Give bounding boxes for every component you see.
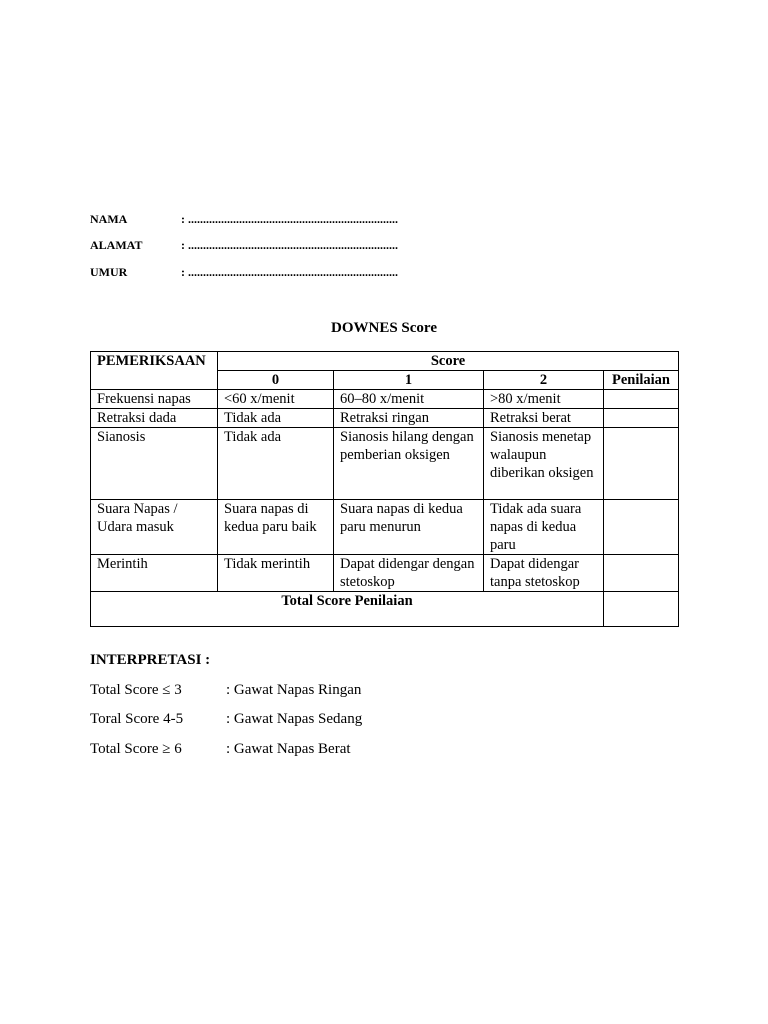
- cell-score-1: Dapat didengar dengan stetoskop: [334, 555, 484, 592]
- interpretation-value: : Gawat Napas Berat: [226, 741, 351, 757]
- cell-score-2: >80 x/menit: [484, 390, 604, 409]
- interpretation-value: : Gawat Napas Ringan: [226, 682, 362, 698]
- header-score-0: 0: [218, 371, 334, 390]
- table-row: [91, 500, 679, 555]
- header-score: Score: [218, 352, 679, 371]
- field-value-blank: : ......................................................................: [181, 238, 398, 252]
- header-pemeriksaan: PEMERIKSAAN: [91, 352, 218, 390]
- table-row: [91, 555, 679, 592]
- field-label: NAMA: [90, 212, 128, 226]
- cell-pemeriksaan: Retraksi dada: [91, 409, 218, 428]
- table-row: [91, 428, 679, 500]
- table-header-row: [91, 352, 679, 371]
- cell-score-1: Retraksi ringan: [334, 409, 484, 428]
- interpretation-label: Toral Score 4-5: [90, 711, 184, 727]
- interpretation-title: INTERPRETASI :: [90, 652, 211, 668]
- cell-score-2: Tidak ada suara napas di kedua paru: [484, 500, 604, 555]
- table-row: [91, 409, 679, 428]
- cell-pemeriksaan: Frekuensi napas: [91, 390, 218, 409]
- cell-score-2: Retraksi berat: [484, 409, 604, 428]
- table-total-row: [91, 592, 679, 627]
- cell-penilaian[interactable]: [604, 428, 679, 500]
- cell-penilaian[interactable]: [604, 409, 679, 428]
- total-score-cell[interactable]: [604, 592, 679, 627]
- cell-score-2: Sianosis menetap walaupun diberikan oksigen: [484, 428, 604, 500]
- header-penilaian: Penilaian: [604, 371, 679, 390]
- cell-penilaian[interactable]: [604, 500, 679, 555]
- interpretation-label: Total Score ≤ 3: [90, 682, 182, 698]
- interpretation-label: Total Score ≥ 6: [90, 741, 182, 757]
- cell-score-2: Dapat didengar tanpa stetoskop: [484, 555, 604, 592]
- table-row: [91, 390, 679, 409]
- document-title: DOWNES Score: [331, 320, 437, 336]
- cell-penilaian[interactable]: [604, 390, 679, 409]
- field-value-blank: : ......................................................................: [181, 212, 398, 226]
- cell-pemeriksaan: Sianosis: [91, 428, 218, 500]
- cell-score-0: Tidak ada: [218, 428, 334, 500]
- field-label: UMUR: [90, 265, 128, 279]
- field-value-blank: : ......................................................................: [181, 265, 398, 279]
- cell-score-0: Tidak ada: [218, 409, 334, 428]
- cell-penilaian[interactable]: [604, 555, 679, 592]
- interpretation-value: : Gawat Napas Sedang: [226, 711, 363, 727]
- cell-score-0: Suara napas di kedua paru baik: [218, 500, 334, 555]
- header-score-1: 1: [334, 371, 484, 390]
- cell-pemeriksaan: Merintih: [91, 555, 218, 592]
- total-score-label: Total Score Penilaian: [91, 592, 604, 627]
- cell-score-1: Suara napas di kedua paru menurun: [334, 500, 484, 555]
- cell-score-0: <60 x/menit: [218, 390, 334, 409]
- field-label: ALAMAT: [90, 238, 143, 252]
- cell-score-1: Sianosis hilang dengan pemberian oksigen: [334, 428, 484, 500]
- downes-score-table: [90, 351, 679, 627]
- header-score-2: 2: [484, 371, 604, 390]
- cell-score-0: Tidak merintih: [218, 555, 334, 592]
- cell-score-1: 60–80 x/menit: [334, 390, 484, 409]
- cell-pemeriksaan: Suara Napas / Udara masuk: [91, 500, 218, 555]
